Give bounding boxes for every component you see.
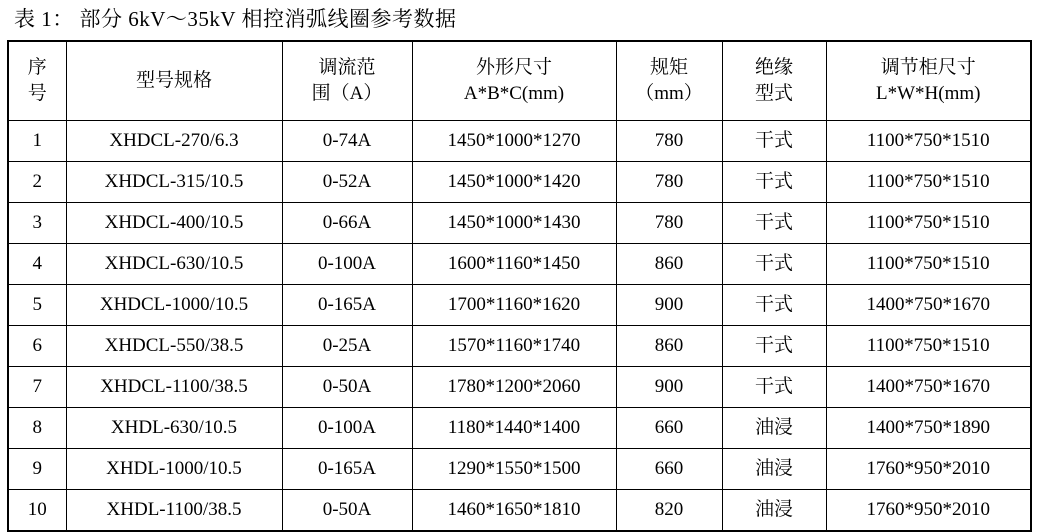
cell-gauge: 660 <box>616 449 722 490</box>
cell-cabinet-size: 1100*750*1510 <box>826 244 1031 285</box>
table-row <box>8 367 1031 408</box>
cell-cabinet-size: 1400*750*1890 <box>826 408 1031 449</box>
cell-insulation: 干式 <box>722 121 826 162</box>
cell-current-range: 0-25A <box>282 326 412 367</box>
table-caption: 表 1： 部分 6kV～35kV 相控消弧线圈参考数据 <box>14 7 457 31</box>
cell-gauge: 660 <box>616 408 722 449</box>
cell-gauge: 860 <box>616 244 722 285</box>
cell-index: 9 <box>8 449 66 490</box>
column-header-gauge <box>616 41 722 121</box>
cell-current-range: 0-50A <box>282 490 412 532</box>
cell-current-range: 0-165A <box>282 449 412 490</box>
table-row <box>8 490 1031 532</box>
cell-current-range: 0-165A <box>282 285 412 326</box>
cell-cabinet-size: 1760*950*2010 <box>826 449 1031 490</box>
cell-index: 5 <box>8 285 66 326</box>
cell-dimensions: 1450*1000*1430 <box>412 203 616 244</box>
cell-insulation: 干式 <box>722 285 826 326</box>
column-header-model-line-1: 型号规格 <box>135 70 212 91</box>
cell-cabinet-size: 1100*750*1510 <box>826 121 1031 162</box>
cell-gauge: 780 <box>616 203 722 244</box>
column-header-model <box>66 41 282 121</box>
cell-model: XHDCL-1000/10.5 <box>66 285 282 326</box>
cell-model: XHDCL-315/10.5 <box>66 162 282 203</box>
cell-current-range: 0-52A <box>282 162 412 203</box>
column-header-index <box>8 41 66 121</box>
cell-insulation: 油浸 <box>722 449 826 490</box>
cell-dimensions: 1180*1440*1400 <box>412 408 616 449</box>
cell-dimensions: 1460*1650*1810 <box>412 490 616 532</box>
table-row <box>8 408 1031 449</box>
table-row <box>8 326 1031 367</box>
column-header-current-range <box>282 41 412 121</box>
cell-dimensions: 1780*1200*2060 <box>412 367 616 408</box>
cell-current-range: 0-100A <box>282 408 412 449</box>
column-header-current-range-line-1: 调流范 <box>318 57 376 78</box>
cell-index: 7 <box>8 367 66 408</box>
cell-cabinet-size: 1100*750*1510 <box>826 203 1031 244</box>
cell-insulation: 干式 <box>722 244 826 285</box>
cell-cabinet-size: 1100*750*1510 <box>826 326 1031 367</box>
cell-gauge: 900 <box>616 367 722 408</box>
cell-dimensions: 1290*1550*1500 <box>412 449 616 490</box>
cell-insulation: 油浸 <box>722 490 826 532</box>
cell-index: 3 <box>8 203 66 244</box>
cell-model: XHDCL-630/10.5 <box>66 244 282 285</box>
cell-gauge: 860 <box>616 326 722 367</box>
cell-index: 6 <box>8 326 66 367</box>
cell-gauge: 780 <box>616 121 722 162</box>
cell-index: 2 <box>8 162 66 203</box>
column-header-gauge-line-2: （mm） <box>635 83 703 104</box>
cell-gauge: 780 <box>616 162 722 203</box>
column-header-cabinet-size-line-2: L*W*H(mm) <box>876 83 981 104</box>
column-header-cabinet-size <box>826 41 1031 121</box>
cell-gauge: 820 <box>616 490 722 532</box>
column-header-dimensions-line-1: 外形尺寸 <box>475 57 552 78</box>
cell-current-range: 0-74A <box>282 121 412 162</box>
table-body <box>8 121 1031 532</box>
cell-dimensions: 1700*1160*1620 <box>412 285 616 326</box>
cell-index: 1 <box>8 121 66 162</box>
column-header-index-line-1: 序 <box>27 57 47 78</box>
column-header-insulation-line-1: 绝缘 <box>754 57 793 78</box>
cell-index: 4 <box>8 244 66 285</box>
cell-dimensions: 1570*1160*1740 <box>412 326 616 367</box>
cell-model: XHDL-630/10.5 <box>66 408 282 449</box>
cell-gauge: 900 <box>616 285 722 326</box>
column-header-current-range-line-2: 围（A） <box>311 83 383 104</box>
column-header-gauge-line-1: 规矩 <box>649 57 688 78</box>
cell-insulation: 干式 <box>722 326 826 367</box>
cell-model: XHDCL-550/38.5 <box>66 326 282 367</box>
column-header-insulation <box>722 41 826 121</box>
table-header-row <box>8 41 1031 121</box>
column-header-insulation-line-2: 型式 <box>754 83 793 104</box>
table-row <box>8 203 1031 244</box>
cell-current-range: 0-100A <box>282 244 412 285</box>
reference-data-table <box>7 40 1032 532</box>
cell-insulation: 干式 <box>722 162 826 203</box>
cell-cabinet-size: 1760*950*2010 <box>826 490 1031 532</box>
cell-model: XHDL-1000/10.5 <box>66 449 282 490</box>
cell-model: XHDCL-1100/38.5 <box>66 367 282 408</box>
cell-cabinet-size: 1400*750*1670 <box>826 285 1031 326</box>
table-row <box>8 121 1031 162</box>
cell-index: 10 <box>8 490 66 532</box>
column-header-dimensions <box>412 41 616 121</box>
cell-dimensions: 1450*1000*1420 <box>412 162 616 203</box>
column-header-index-line-2: 号 <box>27 83 47 104</box>
table-header <box>8 41 1031 121</box>
cell-index: 8 <box>8 408 66 449</box>
cell-current-range: 0-66A <box>282 203 412 244</box>
table-row <box>8 162 1031 203</box>
column-header-dimensions-line-2: A*B*C(mm) <box>463 83 565 104</box>
cell-model: XHDCL-270/6.3 <box>66 121 282 162</box>
cell-current-range: 0-50A <box>282 367 412 408</box>
table-row <box>8 449 1031 490</box>
cell-cabinet-size: 1400*750*1670 <box>826 367 1031 408</box>
table-row <box>8 244 1031 285</box>
cell-dimensions: 1600*1160*1450 <box>412 244 616 285</box>
column-header-cabinet-size-line-1: 调节柜尺寸 <box>880 57 976 78</box>
cell-model: XHDCL-400/10.5 <box>66 203 282 244</box>
cell-insulation: 油浸 <box>722 408 826 449</box>
cell-dimensions: 1450*1000*1270 <box>412 121 616 162</box>
cell-cabinet-size: 1100*750*1510 <box>826 162 1031 203</box>
table-row <box>8 285 1031 326</box>
cell-insulation: 干式 <box>722 367 826 408</box>
cell-insulation: 干式 <box>722 203 826 244</box>
cell-model: XHDL-1100/38.5 <box>66 490 282 532</box>
